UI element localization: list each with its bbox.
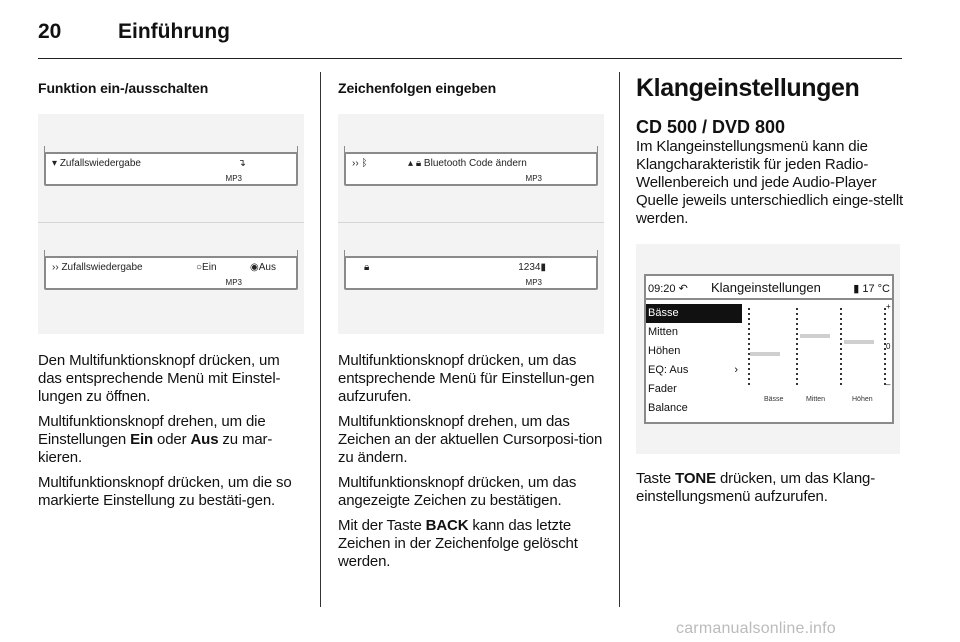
text-run: Taste [636,470,676,487]
page-number: 20 [38,20,62,43]
menu-item-label: Zufallswiedergabe [61,262,143,273]
return-icon: ↶ [678,283,688,295]
text-run: Multifunktionsknopf drehen, um die Einstellungen [38,413,266,448]
bold-term: Aus [190,431,219,448]
scale-dots [796,308,798,388]
paragraph [38,413,304,467]
column-toggle-function [38,72,304,517]
code-value: 1234 [518,262,541,273]
scale-minus: – [886,380,891,389]
return-arrow-icon: ↴ [237,158,246,169]
menu-item-row [52,158,141,169]
scale-dots [840,308,842,388]
menu-item-label: Zufallswiedergabe [59,158,141,169]
source-label: MP3 [225,278,242,287]
bar-label: Bässe [764,396,784,403]
temperature-row [853,282,890,295]
text-run: oder [153,431,191,448]
section-heading: Funktion ein-/ausschalten [38,80,209,96]
equalizer-bars [748,302,891,403]
sound-menu [646,304,742,418]
menu-item-row [52,262,143,273]
cursor-block-icon: ▮ [540,262,546,273]
menu-box-collapsed [44,152,298,186]
text-run: zu mar-kieren. [38,431,273,466]
bold-term: Ein [130,431,154,448]
code-entry-box [344,256,598,290]
menu-item-eq[interactable] [646,361,742,380]
watermark: carmanualsonline.info [676,620,836,637]
thermometer-icon: ▮ [853,283,860,295]
toggle-illustration [38,114,304,334]
option-ein [196,262,217,273]
divider [338,222,604,223]
paragraph: Multifunktionsknopf drehen, um das Zeichen an der aktuellen Cursorposi-tion zu ändern. [338,413,603,466]
section-heading: Klangeinstellungen [636,74,860,102]
source-label: MP3 [225,174,242,183]
paragraph: Multifunktionsknopf drücken, um die so markierte Einstellung zu bestäti-gen. [38,474,292,509]
divider [38,222,304,223]
sub-heading: CD 500 / DVD 800 [636,117,786,137]
bold-term: TONE [675,470,716,487]
level-bar-hoehen [844,340,874,344]
column-divider-2 [619,72,620,607]
bold-term: BACK [425,517,469,534]
text-run: kann das letzte Zeichen in der Zeichenfolge gelöscht werden. [338,517,578,570]
paragraph [338,517,604,571]
menu-item-label: EQ: Aus [648,364,689,376]
bar-label: Mitten [806,396,826,403]
page-title: Einführung [118,20,230,43]
paragraph: Im Klangeinstellungsmenü kann die Klangcharakteristik für jeden Radio-Wellenbereich und jede Audio-Player Quelle jeweils unterschiedlich einge-stellt werden. [636,138,904,227]
radio-selected-icon: ◉ [250,262,259,273]
header-rule [38,58,902,59]
lock-icon: 🔒︎ [415,158,422,169]
radio-empty-icon: ○ [196,262,203,273]
chevron-right-icon: › [734,364,738,376]
menu-item-row [408,158,527,169]
text-run: Mit der Taste [338,517,426,534]
column-sound-settings [636,72,904,513]
bluetooth-icon: ᛒ [361,158,368,169]
section-heading: Zeichenfolgen eingeben [338,80,497,96]
paragraph: Den Multifunktionsknopf drücken, um das entsprechende Menü mit Einstel-lungen zu öffnen. [38,352,281,405]
menu-item-fader[interactable]: Fader [648,383,677,395]
code-value-row [518,262,546,273]
source-label: MP3 [525,174,542,183]
column-string-input [338,72,604,578]
chevron-down-icon: ▾ [52,158,58,169]
menu-item-mitten[interactable]: Mitten [648,326,678,338]
clock-time: 09:20 [648,283,676,295]
option-aus [250,262,276,273]
column-divider-1 [320,72,321,607]
option-label: Ein [202,262,217,273]
scale-zero: 0 [886,342,891,351]
clock-row [648,282,688,295]
screen-title: Klangeinstellungen [711,280,821,295]
menu-box-expanded [44,256,298,290]
menu-item-row [352,158,367,169]
menu-item-balance[interactable]: Balance [648,402,688,414]
sound-settings-screen [636,244,900,454]
bar-label: Höhen [852,396,873,403]
scale-plus: + [886,302,891,311]
level-bar-mitten [800,334,830,338]
paragraph [636,470,904,506]
paragraph: Multifunktionsknopf drücken, um das entsprechende Menü für Einstellun-gen aufzurufen. [338,352,595,405]
double-chevron-icon: ›› [52,262,59,273]
option-label: Aus [258,262,276,273]
menu-item-basse[interactable]: Bässe [646,304,742,323]
chevron-up-icon: ▴ [408,158,414,169]
menu-item-hoehen[interactable]: Höhen [648,345,681,357]
temperature-value: 17 °C [862,283,890,295]
scale-dots [748,308,750,388]
lock-icon: 🔒︎ [364,262,370,273]
string-input-illustration [338,114,604,334]
source-label: MP3 [525,278,542,287]
menu-item-label: Bluetooth Code ändern [423,158,527,169]
menu-box-bluetooth [344,152,598,186]
screen-divider [644,298,894,300]
double-chevron-icon: ›› [352,158,359,169]
paragraph: Multifunktionsknopf drücken, um das angezeigte Zeichen zu bestätigen. [338,474,577,509]
level-bar-basse [750,352,780,356]
text-run: drücken, um das Klang-einstellungsmenü aufzurufen. [636,470,876,505]
